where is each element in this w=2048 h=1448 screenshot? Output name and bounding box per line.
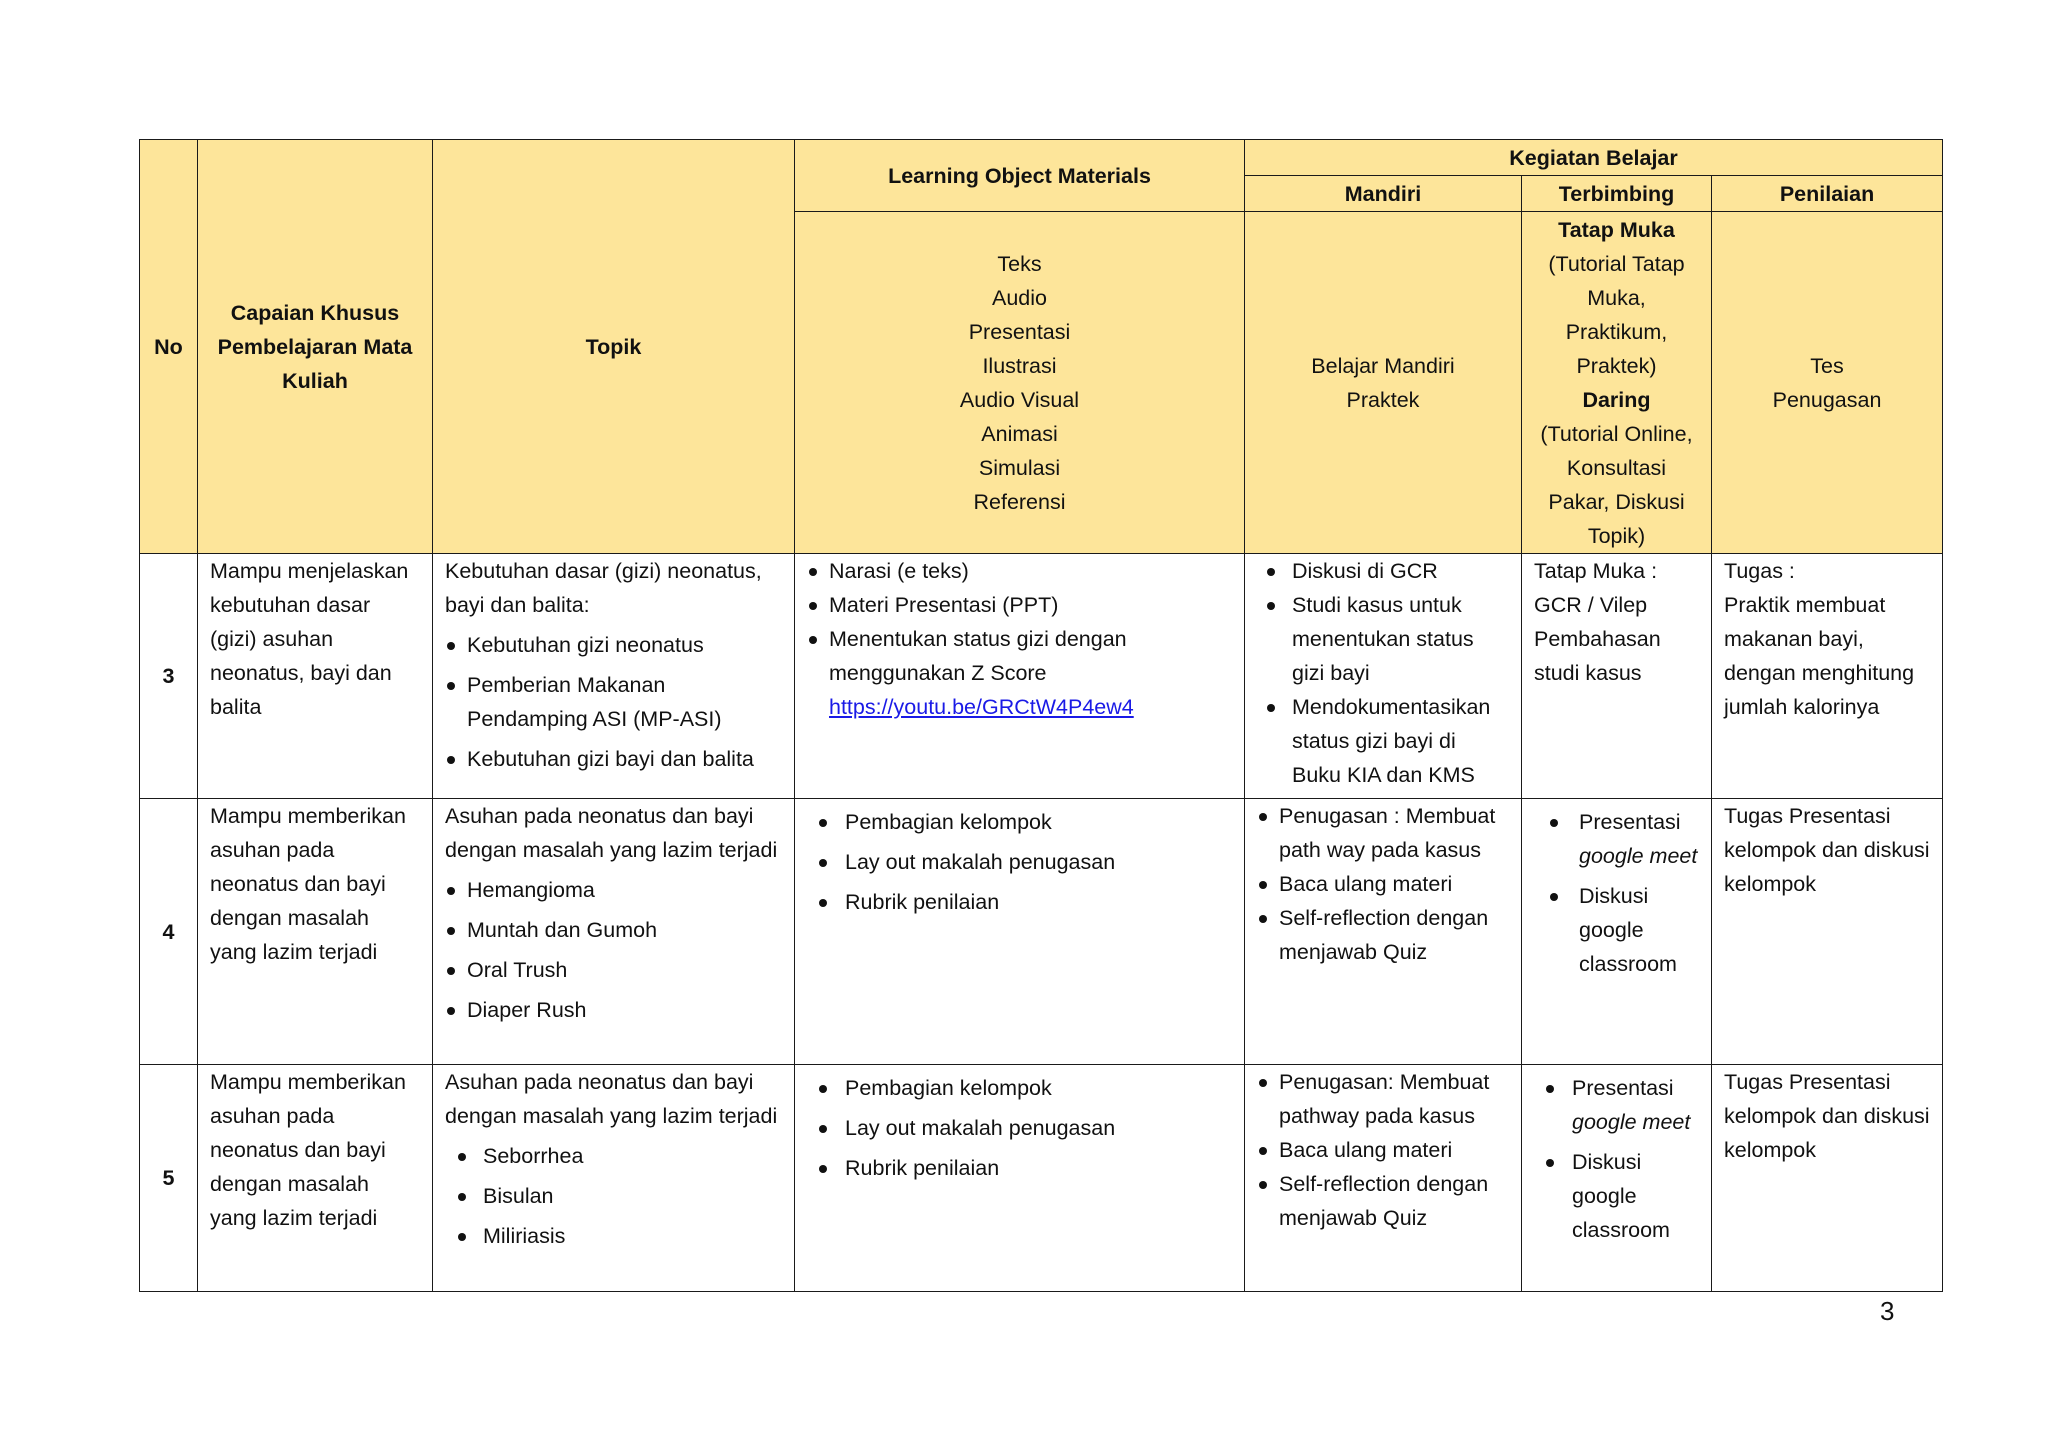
list-item: Pembagian kelompok	[807, 805, 1232, 839]
mandiri-item: Praktek	[1346, 387, 1420, 412]
list-item: Seborrhea	[453, 1139, 782, 1173]
list-item: Pemberian Makanan Pendamping ASI (MP-ASI)	[445, 668, 782, 736]
mandiri-cell	[1245, 1065, 1522, 1292]
penilaian-text: Praktik membuat makanan bayi, dengan menghitung jumlah kalorinya	[1724, 593, 1915, 719]
header-penilaian: Penilaian	[1712, 176, 1943, 212]
header-terbimbing-desc	[1522, 212, 1712, 554]
list-item: Oral Trush	[445, 953, 782, 987]
table-row	[140, 799, 1943, 1065]
topik-cell	[433, 554, 795, 799]
topik-list	[445, 628, 782, 776]
topik-intro: Asuhan pada neonatus dan bayi dengan masalah yang lazim terjadi	[445, 1070, 778, 1128]
penilaian-cell	[1712, 554, 1943, 799]
list-item: Bisulan	[453, 1179, 782, 1213]
list-item: Lay out makalah penugasan	[807, 845, 1232, 879]
list-item: Diaper Rush	[445, 993, 782, 1027]
penilaian-item: Tes	[1810, 353, 1844, 378]
penilaian-title: Tugas :	[1724, 559, 1795, 583]
lom-media-item: Ilustrasi	[982, 353, 1057, 378]
list-item: Baca ulang materi	[1257, 1133, 1509, 1167]
tatap-muka-label: Tatap Muka	[1558, 217, 1675, 242]
terbimbing-cell	[1522, 1065, 1712, 1292]
penilaian-cell: Tugas Presentasi kelompok dan diskusi kelompok	[1712, 1065, 1943, 1292]
lom-cell	[795, 1065, 1245, 1292]
list-item: Diskusi google classroom	[1534, 879, 1699, 981]
mandiri-list	[1257, 799, 1509, 969]
lom-media-item: Presentasi	[968, 319, 1071, 344]
capaian-cell: Mampu memberikan asuhan pada neonatus dan bayi dengan masalah yang lazim terjadi	[198, 799, 433, 1065]
rps-table	[139, 139, 1943, 1292]
topik-list	[445, 873, 782, 1027]
header-terbimbing: Terbimbing	[1522, 176, 1712, 212]
list-item	[1534, 805, 1699, 873]
penilaian-cell: Tugas Presentasi kelompok dan diskusi kelompok	[1712, 799, 1943, 1065]
lom-item-text: Menentukan status gizi dengan menggunakan Z Score	[829, 627, 1127, 685]
list-item: Narasi (e teks)	[807, 554, 1232, 588]
list-item: Baca ulang materi	[1257, 867, 1509, 901]
terbimbing-cell: Tatap Muka : GCR / Vilep Pembahasan studi kasus	[1522, 554, 1712, 799]
row-number: 5	[140, 1065, 198, 1292]
header-penilaian-desc	[1712, 212, 1943, 554]
capaian-cell: Mampu menjelaskan kebutuhan dasar (gizi) asuhan neonatus, bayi dan balita	[198, 554, 433, 799]
lom-list	[807, 805, 1232, 919]
header-lom: Learning Object Materials	[795, 140, 1245, 212]
list-item	[1534, 1071, 1699, 1139]
daring-desc: (Tutorial Online, Konsultasi Pakar, Diskusi Topik)	[1540, 421, 1693, 548]
list-item: Pembagian kelompok	[807, 1071, 1232, 1105]
lom-list	[807, 1071, 1232, 1185]
list-item: Hemangioma	[445, 873, 782, 907]
header-no: No	[140, 140, 198, 554]
terb-item-text: Presentasi	[1572, 1076, 1674, 1100]
lom-media-item: Audio Visual	[959, 387, 1080, 412]
mandiri-item: Belajar Mandiri	[1311, 353, 1455, 378]
page-number: 3	[1880, 1296, 1895, 1326]
list-item: Muntah dan Gumoh	[445, 913, 782, 947]
lom-media-item: Audio	[992, 285, 1047, 310]
tatap-muka-desc: (Tutorial Tatap Muka, Praktikum, Praktek)	[1548, 251, 1685, 378]
lom-cell	[795, 554, 1245, 799]
list-item: Diskusi di GCR	[1257, 554, 1509, 588]
terbimbing-list	[1534, 805, 1699, 981]
terbimbing-list	[1534, 1071, 1699, 1247]
lom-media-item: Referensi	[973, 489, 1066, 514]
mandiri-cell	[1245, 799, 1522, 1065]
header-mandiri-desc	[1245, 212, 1522, 554]
list-item: Penugasan: Membuat pathway pada kasus	[1257, 1065, 1509, 1133]
lom-media-item: Animasi	[981, 421, 1058, 446]
youtube-link[interactable]: https://youtu.be/GRCtW4P4ew4	[829, 695, 1134, 719]
terb-item-text: Presentasi	[1579, 810, 1681, 834]
list-item: Self-reflection dengan menjawab Quiz	[1257, 1167, 1509, 1235]
lom-media-item: Teks	[997, 251, 1042, 276]
terbimbing-cell	[1522, 799, 1712, 1065]
penilaian-item: Penugasan	[1772, 387, 1882, 412]
topik-intro: Asuhan pada neonatus dan bayi dengan masalah yang lazim terjadi	[445, 804, 778, 862]
topik-cell	[433, 1065, 795, 1292]
table-row	[140, 1065, 1943, 1292]
list-item: Rubrik penilaian	[807, 1151, 1232, 1185]
topik-intro: Kebutuhan dasar (gizi) neonatus, bayi dan balita:	[445, 559, 762, 617]
topik-list	[445, 1139, 782, 1253]
topik-cell	[433, 799, 795, 1065]
list-item: Miliriasis	[453, 1219, 782, 1253]
list-item: Lay out makalah penugasan	[807, 1111, 1232, 1145]
list-item: Rubrik penilaian	[807, 885, 1232, 919]
lom-list	[807, 554, 1232, 724]
header-mandiri: Mandiri	[1245, 176, 1522, 212]
list-item: Materi Presentasi (PPT)	[807, 588, 1232, 622]
header-lom-media	[795, 212, 1245, 554]
list-item: Penugasan : Membuat path way pada kasus	[1257, 799, 1509, 867]
list-item: Kebutuhan gizi bayi dan balita	[445, 742, 782, 776]
list-item	[807, 622, 1232, 724]
mandiri-list	[1257, 554, 1509, 792]
header-topik: Topik	[433, 140, 795, 554]
table-row	[140, 554, 1943, 799]
daring-label: Daring	[1582, 387, 1651, 412]
lom-cell	[795, 799, 1245, 1065]
mandiri-list	[1257, 1065, 1509, 1235]
list-item: Mendokumentasikan status gizi bayi di Buku KIA dan KMS	[1257, 690, 1509, 792]
terb-item-italic: google meet	[1572, 1110, 1691, 1134]
list-item: Studi kasus untuk menentukan status gizi bayi	[1257, 588, 1509, 690]
list-item: Self-reflection dengan menjawab Quiz	[1257, 901, 1509, 969]
mandiri-cell	[1245, 554, 1522, 799]
capaian-cell: Mampu memberikan asuhan pada neonatus dan bayi dengan masalah yang lazim terjadi	[198, 1065, 433, 1292]
list-item: Diskusi google classroom	[1534, 1145, 1699, 1247]
row-number: 4	[140, 799, 198, 1065]
row-number: 3	[140, 554, 198, 799]
header-kegiatan-belajar: Kegiatan Belajar	[1245, 140, 1943, 176]
header-capaian: Capaian Khusus Pembelajaran Mata Kuliah	[198, 140, 433, 554]
list-item: Kebutuhan gizi neonatus	[445, 628, 782, 662]
lom-media-item: Simulasi	[978, 455, 1061, 480]
terb-item-italic: google meet	[1579, 844, 1698, 868]
